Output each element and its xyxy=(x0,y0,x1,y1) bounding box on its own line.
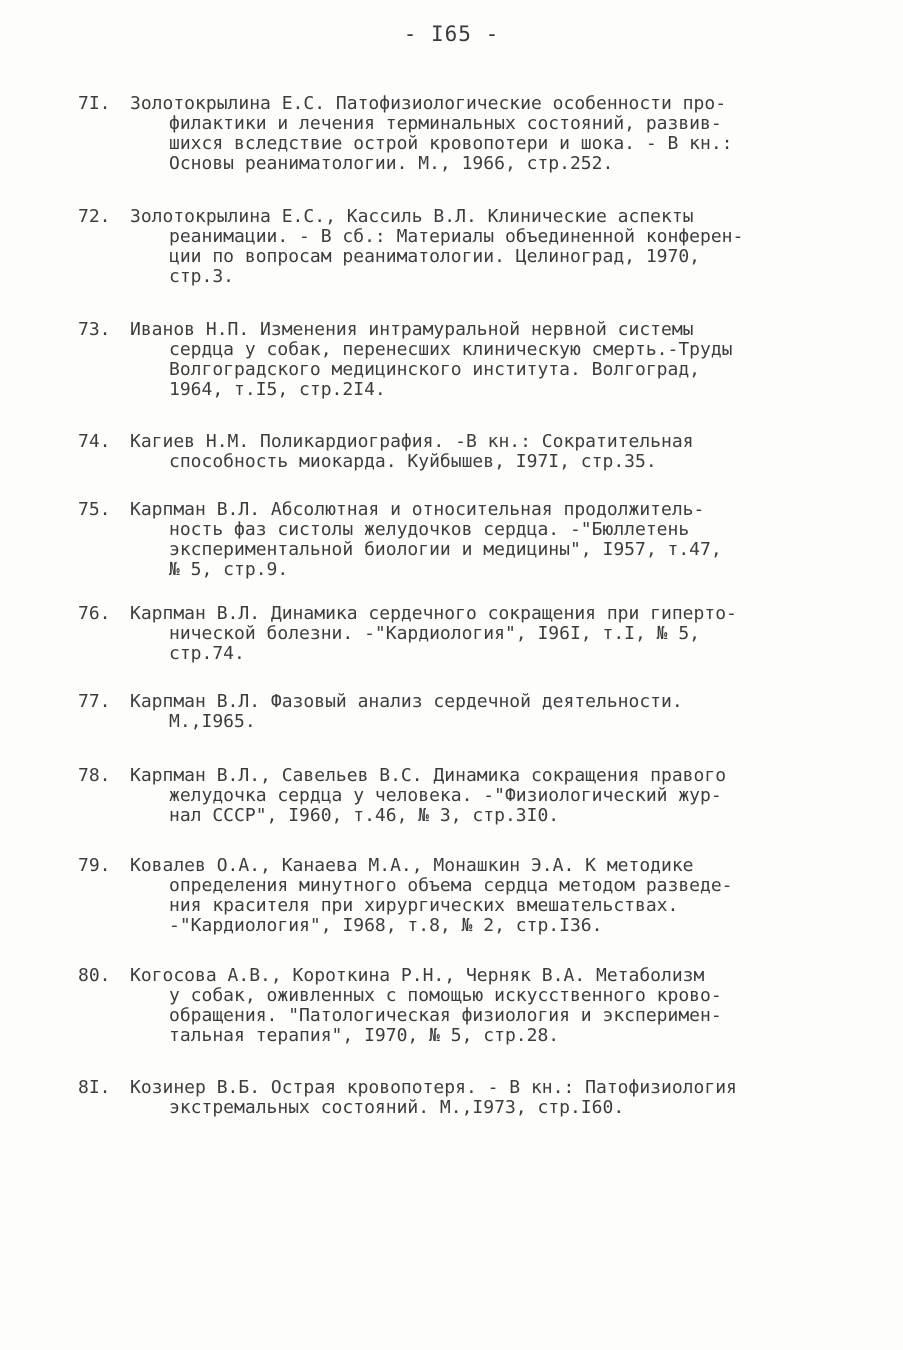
reference-continuation-line: Основы реаниматологии. М., 1966, стр.252. xyxy=(169,153,614,174)
reference-first-line xyxy=(78,856,828,876)
reference-first-line xyxy=(78,500,828,520)
reference-continuation-line: тальная терапия", I970, № 5, стр.28. xyxy=(169,1025,560,1046)
reference-text: Когосова А.В., Короткина Р.Н., Черняк В.А. Метаболизм xyxy=(130,965,705,986)
reference-first-line xyxy=(78,207,828,227)
reference-number: 73. xyxy=(78,319,111,340)
reference-number: 8I. xyxy=(78,1077,111,1098)
reference-first-line xyxy=(78,1078,828,1098)
reference-continuation-line: Волгоградского медицинского института. Волгоград, xyxy=(169,359,701,380)
reference-continuation-line: стр.3. xyxy=(169,266,235,287)
reference-first-line xyxy=(78,320,828,340)
reference-continuation-line: сердца у собак, перенесших клиническую смерть.-Труды xyxy=(169,339,733,360)
page-number: - I65 - xyxy=(403,22,500,46)
reference-entry xyxy=(78,207,828,287)
reference-number: 76. xyxy=(78,603,111,624)
reference-number: 78. xyxy=(78,765,111,786)
reference-text: Карпман В.Л., Савельев В.С. Динамика сокращения правого xyxy=(130,765,727,786)
reference-continuation-line: стр.74. xyxy=(169,643,245,664)
reference-text: Карпман В.Л. Динамика сердечного сокращения при гиперто- xyxy=(130,603,737,624)
reference-text: Карпман В.Л. Абсолютная и относительная продолжитель- xyxy=(130,499,705,520)
reference-first-line xyxy=(78,604,828,624)
reference-continuation-line: 1964, т.I5, стр.2I4. xyxy=(169,379,386,400)
reference-continuation-line: нал СССР", I960, т.46, № 3, стр.3I0. xyxy=(169,805,560,826)
reference-text: Иванов Н.П. Изменения интрамуральной нервной системы xyxy=(130,319,694,340)
reference-continuation-line: желудочка сердца у человека. -"Физиологический жур- xyxy=(169,785,722,806)
reference-continuation-line: -"Кардиология", I968, т.8, № 2, стр.I36. xyxy=(169,915,603,936)
reference-number: 72. xyxy=(78,206,111,227)
reference-number: 79. xyxy=(78,855,111,876)
reference-first-line xyxy=(78,766,828,786)
reference-continuation-line: шихся вследствие острой кровопотери и шока. - В кн.: xyxy=(169,133,733,154)
reference-entry xyxy=(78,94,828,174)
reference-continuation-line: реанимации. - В сб.: Материалы объединенной конферен- xyxy=(169,226,744,247)
reference-entry xyxy=(78,320,828,400)
reference-continuation-line: определения минутного объема сердца методом разведе- xyxy=(169,875,733,896)
reference-first-line xyxy=(78,692,828,712)
reference-text: Ковалев О.А., Канаева М.А., Монашкин Э.А. К методике xyxy=(130,855,694,876)
reference-first-line xyxy=(78,432,828,452)
reference-text: Золотокрылина Е.С., Кассиль В.Л. Клинические аспекты xyxy=(130,206,694,227)
reference-first-line xyxy=(78,966,828,986)
reference-entry xyxy=(78,604,828,664)
reference-entry xyxy=(78,1078,828,1118)
reference-text: Карпман В.Л. Фазовый анализ сердечной деятельности. xyxy=(130,691,683,712)
reference-text: Козинер В.Б. Острая кровопотеря. - В кн.: Патофизиология xyxy=(130,1077,737,1098)
reference-continuation-line: М.,I965. xyxy=(169,711,256,732)
reference-text: Золотокрылина Е.С. Патофизиологические особенности про- xyxy=(130,93,727,114)
reference-continuation-line: нической болезни. -"Кардиология", I96I, т.I, № 5, xyxy=(169,623,701,644)
reference-continuation-line: у собак, оживленных с помощью искусственного крово- xyxy=(169,985,722,1006)
reference-entry xyxy=(78,432,828,472)
reference-number: 75. xyxy=(78,499,111,520)
reference-first-line xyxy=(78,94,828,114)
reference-number: 77. xyxy=(78,691,111,712)
reference-entry xyxy=(78,692,828,732)
reference-entry xyxy=(78,500,828,580)
reference-continuation-line: № 5, стр.9. xyxy=(169,559,289,580)
reference-text: Кагиев Н.М. Поликардиография. -В кн.: Сократительная xyxy=(130,431,694,452)
reference-continuation-line: ния красителя при хирургических вмешательствах. xyxy=(169,895,679,916)
reference-continuation-line: филактики и лечения терминальных состояний, развив- xyxy=(169,113,722,134)
reference-continuation-line: ции по вопросам реаниматологии. Целиноград, 1970, xyxy=(169,246,701,267)
reference-entry xyxy=(78,856,828,936)
reference-number: 80. xyxy=(78,965,111,986)
reference-number: 7I. xyxy=(78,93,111,114)
reference-entry xyxy=(78,766,828,826)
reference-continuation-line: обращения. "Патологическая физиология и эксперимен- xyxy=(169,1005,722,1026)
reference-number: 74. xyxy=(78,431,111,452)
reference-continuation-line: экспериментальной биологии и медицины", I957, т.47, xyxy=(169,539,722,560)
reference-continuation-line: ность фаз систолы желудочков сердца. -"Бюллетень xyxy=(169,519,690,540)
reference-continuation-line: экстремальных состояний. М.,I973, стр.I60. xyxy=(169,1097,625,1118)
reference-continuation-line: способность миокарда. Куйбышев, I97I, стр.35. xyxy=(169,451,657,472)
reference-entry xyxy=(78,966,828,1046)
